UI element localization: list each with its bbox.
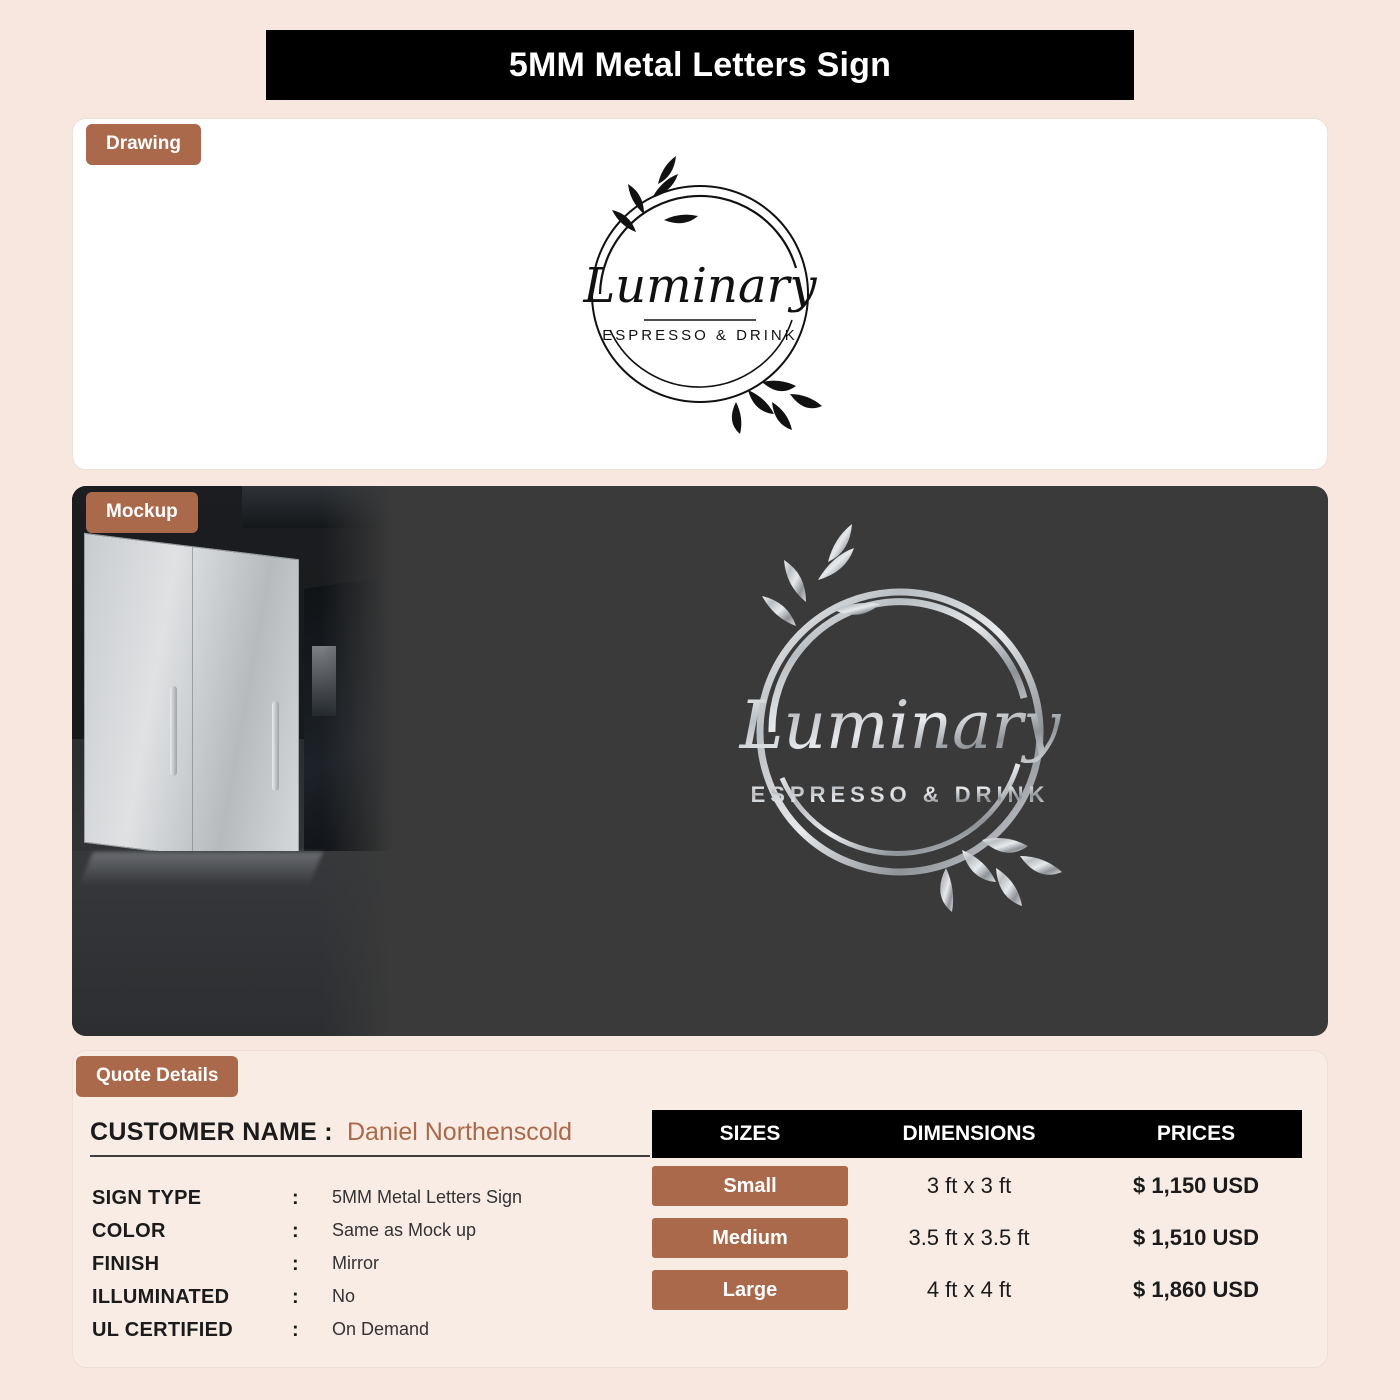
logo-tagline-text-drawing: ESPRESSO & DRINK — [602, 327, 798, 344]
page-title: 5MM Metal Letters Sign — [508, 45, 892, 84]
dimension-value: 4 ft x 4 ft — [926, 1277, 1012, 1302]
spec-row-illuminated — [92, 1281, 662, 1314]
mockup-metal-logo — [690, 520, 1110, 940]
table-row — [652, 1214, 1302, 1262]
logo-drawing-svg — [540, 144, 860, 444]
spec-row-ul-certified — [92, 1314, 662, 1347]
price-table-header — [652, 1110, 1302, 1158]
section-tag-mockup: Mockup — [86, 492, 198, 533]
dimension-value: 3.5 ft x 3.5 ft — [908, 1225, 1030, 1250]
spec-value: No — [332, 1286, 356, 1306]
spec-value: On Demand — [332, 1319, 430, 1339]
spec-value: 5MM Metal Letters Sign — [332, 1187, 523, 1207]
drawing-panel — [72, 118, 1328, 470]
price-header-dimensions: DIMENSIONS — [902, 1122, 1036, 1145]
spec-colon: : — [292, 1286, 299, 1308]
page-title-bar — [266, 30, 1134, 100]
customer-name-row — [90, 1118, 650, 1157]
section-tag-quote-details: Quote Details — [76, 1056, 238, 1097]
price-table — [652, 1110, 1302, 1314]
spec-row-color — [92, 1215, 662, 1248]
drawing-artwork — [73, 119, 1327, 469]
dimension-value: 3 ft x 3 ft — [926, 1173, 1012, 1198]
size-badge-small: Small — [652, 1166, 848, 1206]
price-value: $ 1,860 USD — [1133, 1277, 1259, 1302]
spec-colon: : — [292, 1253, 299, 1275]
leaf-sprig-top — [612, 156, 698, 232]
spec-key: FINISH — [92, 1253, 160, 1275]
spec-key: SIGN TYPE — [92, 1187, 202, 1209]
spec-key: UL CERTIFIED — [92, 1319, 234, 1341]
logo-brand-text-mockup: Luminary — [739, 687, 1061, 764]
table-row — [652, 1162, 1302, 1210]
spec-value: Same as Mock up — [332, 1220, 477, 1240]
spec-colon: : — [292, 1319, 299, 1341]
spec-table — [92, 1182, 662, 1347]
price-header-sizes: SIZES — [719, 1122, 781, 1145]
mockup-interior-photo — [72, 486, 392, 1036]
price-value: $ 1,510 USD — [1133, 1225, 1259, 1250]
spec-colon: : — [292, 1220, 299, 1242]
price-header-prices: PRICES — [1156, 1122, 1236, 1145]
customer-name-value: Daniel Northenscold — [346, 1118, 573, 1146]
spec-value: Mirror — [332, 1253, 379, 1273]
spec-row-sign-type — [92, 1182, 662, 1215]
spec-key: COLOR — [92, 1220, 166, 1242]
table-row — [652, 1266, 1302, 1314]
size-badge-medium: Medium — [652, 1218, 848, 1258]
logo-tagline-text-mockup: ESPRESSO & DRINK — [750, 782, 1050, 807]
spec-colon: : — [292, 1187, 299, 1209]
section-tag-drawing: Drawing — [86, 124, 201, 165]
leaf-sprig-bottom — [732, 381, 822, 434]
logo-brand-text-drawing: Luminary — [583, 258, 817, 314]
customer-name-label: CUSTOMER NAME : — [90, 1118, 333, 1146]
size-badge-large: Large — [652, 1270, 848, 1310]
spec-row-finish — [92, 1248, 662, 1281]
spec-key: ILLUMINATED — [92, 1286, 230, 1308]
price-value: $ 1,150 USD — [1133, 1173, 1259, 1198]
